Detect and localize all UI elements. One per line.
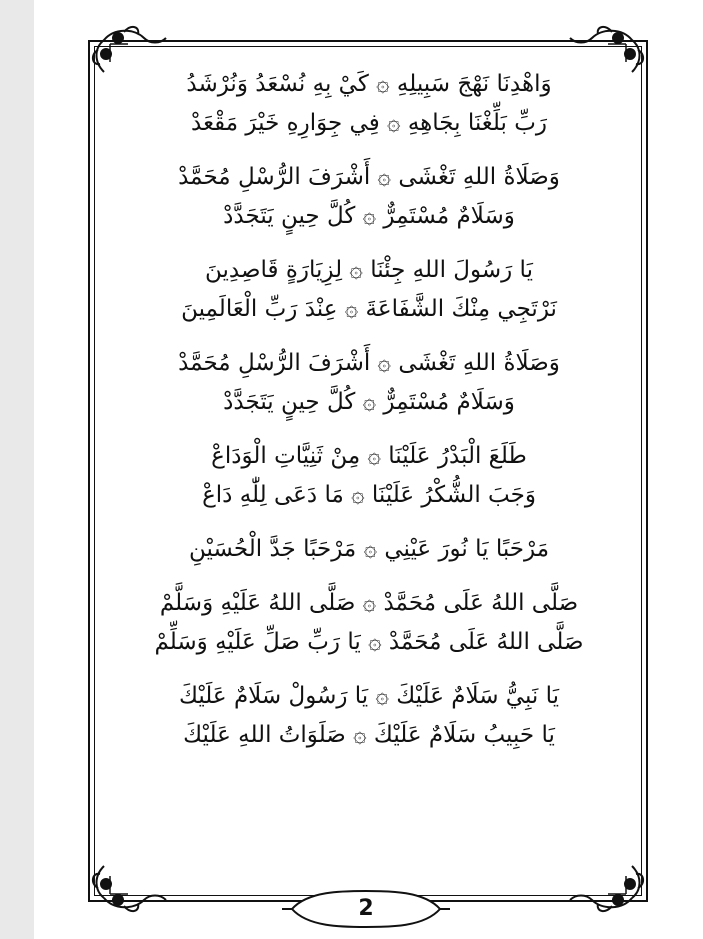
verse-line: نَرْتَجِي مِنْكَ الشَّفَاعَةَ ۞ عِنْدَ رَبِّ الْعَالَمِينَ: [181, 296, 557, 322]
corner-ornament-icon: [84, 860, 170, 920]
verse-line: يَا رَسُولَ اللهِ جِئْنَا ۞ لِزِيَارَةٍ قَاصِدِينَ: [205, 257, 533, 283]
verse-line: وَصَلَاةُ اللهِ تَغْشَى ۞ أَشْرَفَ الرُّسْلِ مُحَمَّدْ: [178, 350, 560, 376]
verse-line: وَصَلَاةُ اللهِ تَغْشَى ۞ أَشْرَفَ الرُّسْلِ مُحَمَّدْ: [178, 164, 560, 190]
poem-body: [144, 60, 594, 774]
verse-line: وَاهْدِنَا نَهْجَ سَبِيلِهِ ۞ كَيْ بِهِ نُسْعَدُ وَنُرْشَدُ: [186, 71, 552, 97]
stanza: [144, 681, 594, 750]
verse-line: يَا نَبِيُّ سَلَامٌ عَلَيْكَ ۞ يَا رَسُولْ سَلَامٌ عَلَيْكَ: [178, 683, 560, 709]
verse-line: صَلَّى اللهُ عَلَى مُحَمَّدْ ۞ صَلَّى اللهُ عَلَيْهِ وَسَلَّمْ: [159, 590, 579, 616]
verse-line: وَسَلَامٌ مُسْتَمِرٌّ ۞ كُلَّ حِينٍ يَتَجَدَّدْ: [223, 203, 515, 229]
verse-line: مَرْحَبًا يَا نُورَ عَيْنِي ۞ مَرْحَبًا جَدَّ الْحُسَيْنِ: [188, 536, 550, 562]
stanza: [144, 534, 594, 564]
stanza: [144, 441, 594, 510]
verse-line: رَبِّ بَلِّغْنَا بِجَاهِهِ ۞ فِي جِوَارِهِ خَيْرَ مَقْعَدْ: [191, 110, 547, 136]
verse-line: صَلَّى اللهُ عَلَى مُحَمَّدْ ۞ يَا رَبِّ صَلِّ عَلَيْهِ وَسَلِّمْ: [154, 629, 584, 655]
corner-ornament-icon: [566, 860, 652, 920]
stanza: [144, 69, 594, 138]
page-number-badge: [282, 887, 450, 931]
stanza: [144, 162, 594, 231]
verse-line: يَا حَبِيبُ سَلَامٌ عَلَيْكَ ۞ صَلَوَاتُ اللهِ عَلَيْكَ: [183, 722, 555, 748]
verse-line: وَجَبَ الشُّكْرُ عَلَيْنَا ۞ مَا دَعَى لِلّٰهِ دَاعْ: [202, 482, 536, 508]
verse-line: وَسَلَامٌ مُسْتَمِرٌّ ۞ كُلَّ حِينٍ يَتَجَدَّدْ: [223, 389, 515, 415]
page-number: 2: [358, 896, 374, 921]
stanza: [144, 348, 594, 417]
verse-line: طَلَعَ الْبَدْرُ عَلَيْنَا ۞ مِنْ ثَنِيَّاتِ الْوَدَاعْ: [211, 443, 527, 469]
stanza: [144, 588, 594, 657]
stanza: [144, 255, 594, 324]
page: [34, 0, 703, 939]
